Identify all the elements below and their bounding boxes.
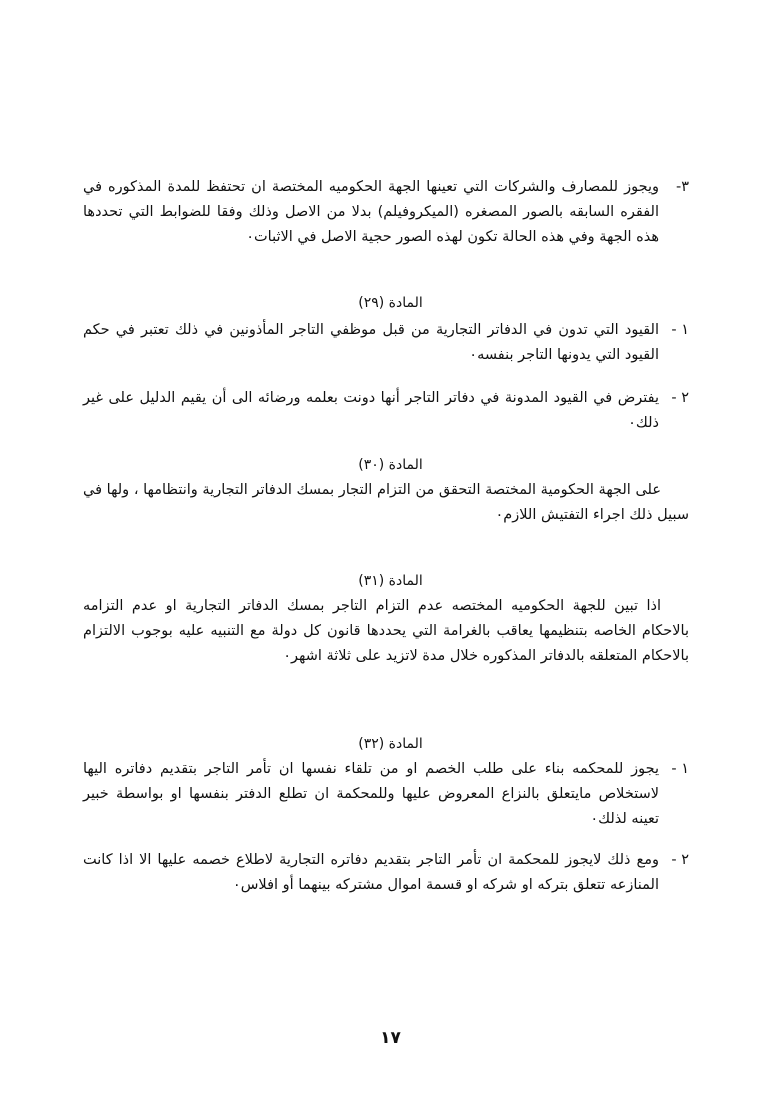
item-text: القيود التي تدون في الدفاتر التجارية من قبل موظفي التاجر المأذونين في ذلك تعتبر في حكم القيود التي يدونها التاجر بنفسه٠ [83, 322, 659, 363]
article-30-text: على الجهة الحكومية المختصة التحقق من التزام التجار بمسك الدفاتر التجارية وانتظامها ، ولها في سبيل ذلك اجراء التفتيش اللازم٠ [83, 482, 689, 523]
page-number: ١٧ [380, 1028, 401, 1048]
article-32-heading: المادة (٣٢) [358, 736, 423, 752]
item-text: ومع ذلك لايجوز للمحكمة ان تأمر التاجر بتقديم دفاتره التجارية لاطلاع خصمه عليها الا اذا كانت المنازعه تتعلق بتركه او شركه او قسمة اموال مشتركه بينهما أو افلاس٠ [83, 852, 659, 893]
item-number: ١ - [671, 761, 689, 777]
item-text: ويجوز للمصارف والشركات التي تعينها الجهة الحكوميه المختصة ان تحتفظ للمدة المذكوره في الفقره السابقه بالصور المصغره (الميكروفيلم) بدلا من الاصل وذلك وفقا للضوابط التي تحددها هذه الجهة وفي هذه الحالة تكون لهذه الصور حجية الاصل في الاثبات٠ [83, 179, 659, 245]
item-text: يجوز للمحكمه بناء على طلب الخصم او من تلقاء نفسها ان تأمر التاجر بتقديم دفاتره اليها لاستخلاص مايتعلق بالنزاع المعروض عليها وللمحكمة ان تطلع الدفتر بنفسها او بواسطة خبير تعينه لذلك٠ [83, 761, 659, 827]
article-32-item-1 [83, 757, 689, 832]
item-number: ٣- [675, 179, 689, 195]
article-29-item-2 [83, 386, 689, 436]
article-30-heading: المادة (٣٠) [358, 457, 423, 473]
article-29-heading: المادة (٢٩) [358, 295, 423, 311]
item-number: ١ - [671, 322, 689, 338]
article-31-heading: المادة (٣١) [358, 573, 423, 589]
article-29-item-1 [83, 318, 689, 368]
item-number: ٢ - [671, 852, 689, 868]
article-31-text: اذا تبين للجهة الحكوميه المختصه عدم التزام التاجر بمسك الدفاتر التجارية او عدم التزامه بالاحكام الخاصه بتنظيمها يعاقب بالغرامة التي يحددها قانون كل دولة مع التنبيه عليه بوجوب الالتزام بالاحكام المتعلقه بالدفاتر المذكوره خلال مدة لاتزيد على ثلاثة اشهر٠ [83, 598, 689, 664]
article-28-item-3 [83, 175, 689, 250]
item-number: ٢ - [671, 390, 689, 406]
item-text: يفترض في القيود المدونة في دفاتر التاجر أنها دونت بعلمه ورضائه الى أن يقيم الدليل على غير ذلك٠ [83, 390, 659, 431]
article-32-item-2 [83, 848, 689, 898]
